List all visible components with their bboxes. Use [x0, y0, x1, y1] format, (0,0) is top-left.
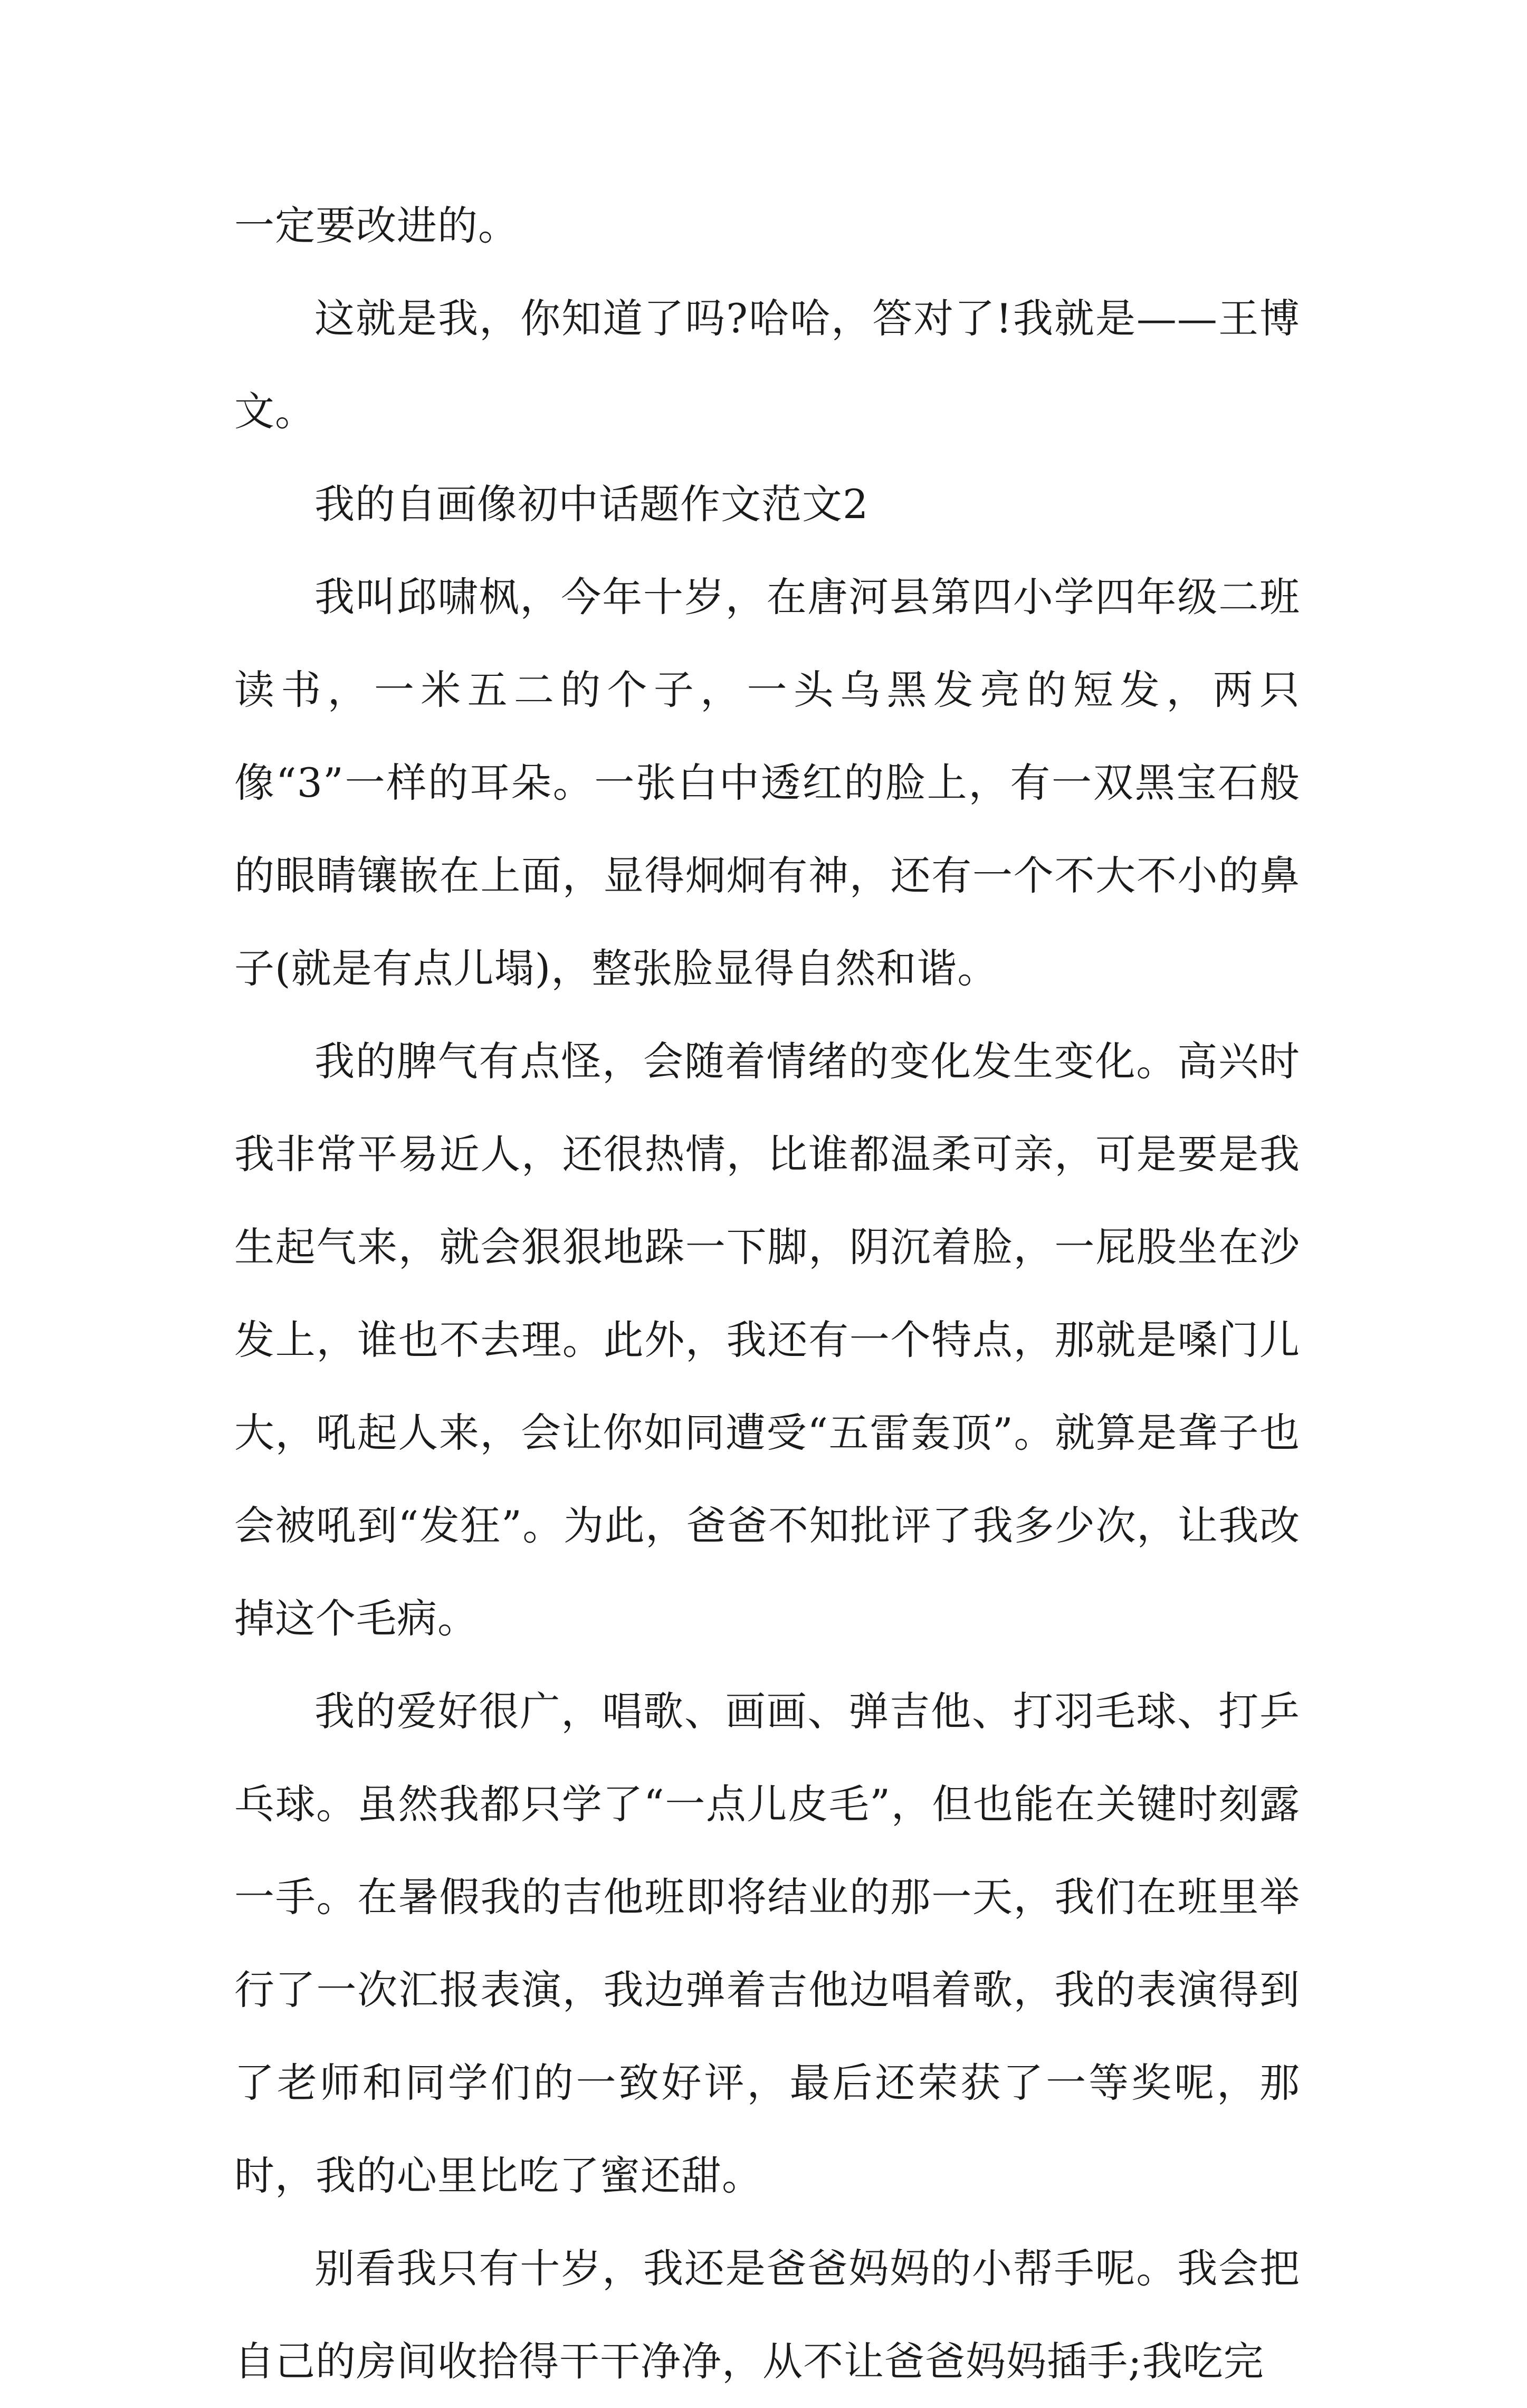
- paragraph: 一定要改进的。: [234, 202, 519, 249]
- body-text: [234, 179, 1300, 2408]
- paragraph: 我的脾气有点怪，会随着情绪的变化发生变化。高兴时我非常平易近人，还很热情，比谁都温柔可亲，可是要是我生起气来，就会狠狠地跺一下脚，阴沉着脸，一屁股坐在沙发上，谁也不去理。此外，我还有一个特点，那就是嗓门儿大，吼起人来，会让你如同遭受“五雷轰顶”。就算是聋子也会被吼到“发狂”。为此，爸爸不知批评了我多少次，让我改掉这个毛病。: [234, 1038, 1300, 1642]
- paragraph: 这就是我，你知道了吗?哈哈，答对了!我就是——王博文。: [234, 295, 1300, 435]
- paragraph: 我的爱好很广，唱歌、画画、弹吉他、打羽毛球、打乒乓球。虽然我都只学了“一点儿皮毛”，但也能在关键时刻露一手。在暑假我的吉他班即将结业的那一天，我们在班里举行了一次汇报表演，我边弹着吉他边唱着歌，我的表演得到了老师和同学们的一致好评，最后还荣获了一等奖呢，那时，我的心里比吃了蜜还甜。: [234, 1688, 1300, 2199]
- section-heading: 我的自画像初中话题作文范文2: [314, 481, 869, 528]
- paragraph: 我叫邱啸枫，今年十岁，在唐河县第四小学四年级二班读书，一米五二的个子，一头乌黑发亮的短发，两只像“3”一样的耳朵。一张白中透红的脸上，有一双黑宝石般的眼睛镶嵌在上面，显得炯炯有神，还有一个不大不小的鼻子(就是有点儿塌)，整张脸显得自然和谐。: [234, 574, 1300, 992]
- paragraph: 别看我只有十岁，我还是爸爸妈妈的小帮手呢。我会把自己的房间收拾得干干净净，从不让爸爸妈妈插手;我吃完: [234, 2245, 1300, 2385]
